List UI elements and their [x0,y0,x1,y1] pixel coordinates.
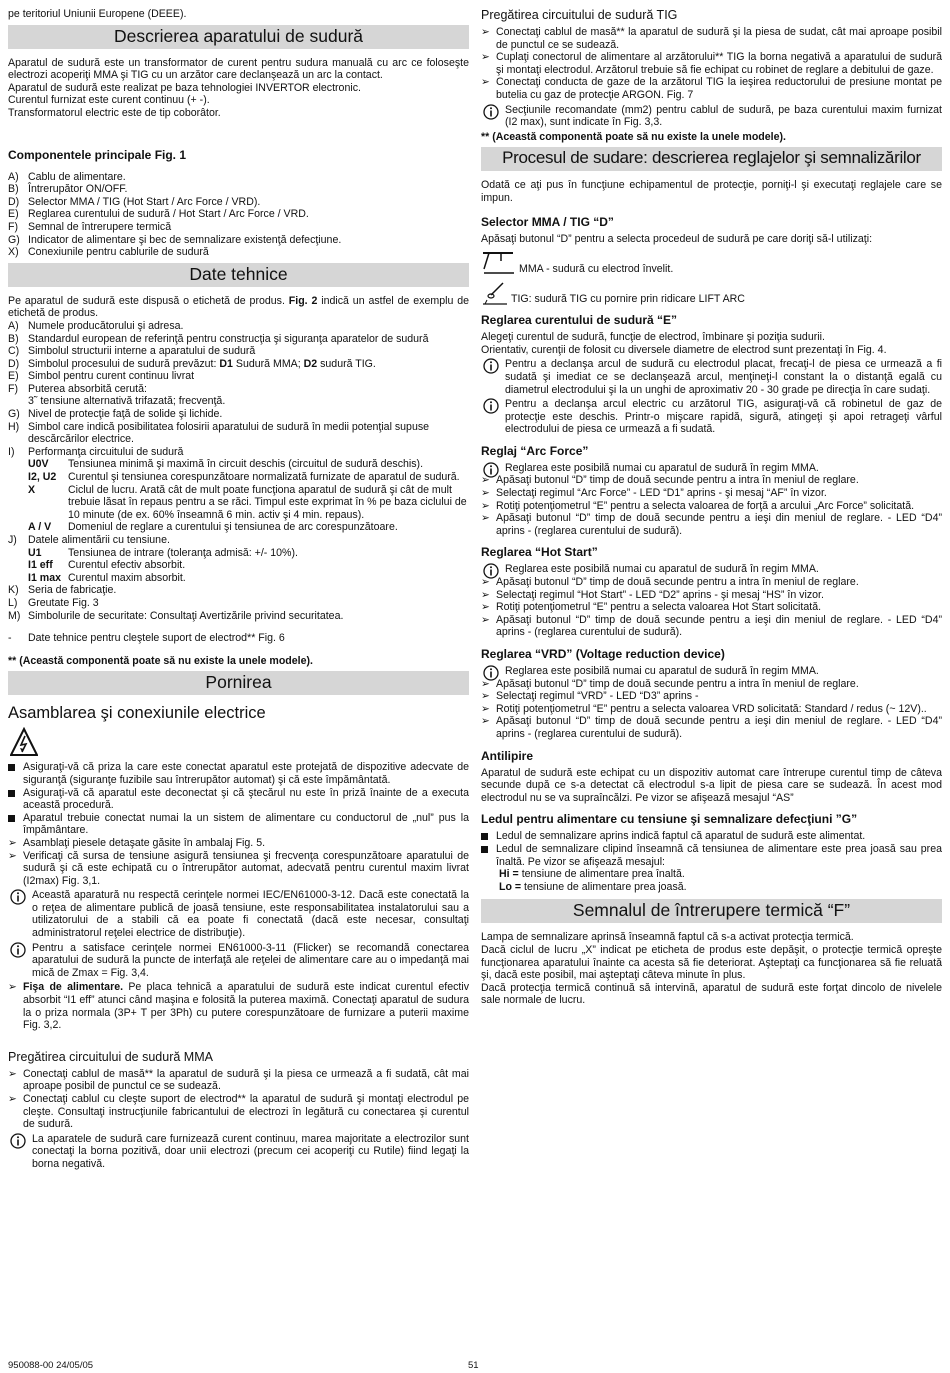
clamp-line: - Date tehnice pentru cleştele suport de electrod** Fig. 6 [8,632,285,645]
process-intro: Odată ce aţi pus în funcţiune echipamentul de protecţie, porniţi-l şi executaţi reglajele care se impun. [481,179,942,204]
tech-item: H) Simbol care indică posibilitatea folosirii aparatului de sudură în medii potenţial supuse descărcărilor electrice. [8,420,430,446]
section-banner-process: Procesul de sudare: descrierea reglajelor şi semnalizărilor [481,147,942,171]
info-note: Reglarea este posibilă numai cu aparatul de sudură în regim MMA. [481,665,942,678]
electrode-holder-icon [481,249,515,275]
list-item: ➢ Apăsaţi butonul “D” timp de două secunde pentru a ieşi din meniul de reglare. - LED “D4” aprins - (reglarea curentului de sudură). [481,715,942,740]
info-note: Pentru a declanşa arcul de sudură cu electrodul placat, frecaţi-l de piesa ce urmează a fi sudată şi imediat ce se declanşează arcul, menţineţi-l constant la o distanţă egală cu diametrul electrodului şi la un unghi de aproximativ 20 - 30 grade pe direcţia în care sudaţi. [481,358,942,396]
lo-line: Lo = tensiune de alimentare prea joasă. [499,880,687,893]
description-line: Curentul furnizat este curent continuu (+ -). [8,94,210,107]
hi-line: Hi = tensiune de alimentare prea înaltă. [499,868,685,881]
power-plate-item: ➢ Fişa de alimentare. Pe placa tehnică a aparatului de sudură este indicat curentul efectiv absorbit “I1 eff” atunci când maşina e folosită la puterea maximă. Conectaţi aparatul de sudura la o priza normala (3P+ T per 3Ph) cu putere corespunzătoare de furnizare a puterii maxime Fig. 3,2. [8,981,469,1032]
supply-row: I1 eff Curentul efectiv absorbit. [28,559,186,572]
component-item: B) Întrerupător ON/OFF. [8,183,128,196]
assembly-title: Asamblarea şi conexiunile electrice [8,704,266,723]
info-note: La aparatele de sudură care furnizează curent continuu, marea majoritate a electrozilor sunt conectaţi la borna pozitivă, doar unii electrozi (precum cei acoperiţi cu Rutile) fiind legaţi la borna negativă. [8,1133,469,1171]
antistick-text: Aparatul de sudură este echipat cu un dispozitiv automat care întrerupe curentul timp de câteva secunde după ce s-a detectat că electrodul s-a lipit de piesa care se sudează. În acest mod electrodul nu se va supraîncălzi. Pe vizor se afişează mesajul “AS” [481,766,942,804]
list-item: ➢ Conectaţi conducta de gaze de la arzătorul TIG la ieşirea reductorului de presiune montat pe butelia cu gaz de protecţie ARGON. Fig. 7 [481,76,942,101]
description-line: Aparatul de sudură este realizat pe baza tehnologiei INVERTOR electronic. [8,81,361,94]
tech-item: G) Nivel de protecţie faţă de solide şi lichide. [8,408,223,421]
info-note: Pentru a satisface cerinţele normei EN61000-3-11 (Flicker) se recomandă conectarea aparatului de sudură la puncte de interfaţă ale reţelei de alimentare care au o impedanţă mai mică de Zmax = Fig. 3,4. [8,942,469,980]
list-item: Ledul de semnalizare aprins indică faptul că aparatul de sudură este alimentat. [481,830,942,843]
optional-note: ** (Această componentă poate să nu existe la unele modele). [8,654,313,667]
list-item: ➢ Conectaţi cablul de masă** la aparatul de sudură şi la piesa ce urmează a fi sudată, cât mai aproape posibil de punctul ce se sudează. [8,1067,469,1093]
thermal-line: Dacă ciclul de lucru „X” indicat pe eticheta de produs este depăşit, o protecţie termică opreşte funcţionarea aparatului înainte ca acesta să fie deteriorat. Aşteptaţi ca funcţionarea să fie reluată şi, dacă este posibil, mai aşteptaţi câteva minute în plus. [481,943,942,982]
description-line: Transformatorul electric este de tip coborâtor. [8,106,221,119]
performance-row: U0V Tensiunea minimă şi maximă în circuit deschis (circuitul de sudură deschis). [28,458,424,471]
list-item: ➢ Selectaţi regimul “Hot Start” - LED “D2” aprins - şi mesaj “HS” în vizor. [481,588,824,601]
tig-mode-row: TIG: sudură TIG cu pornire prin ridicare LIFT ARC [481,281,942,305]
list-item: ➢ Apăsaţi butonul “D” timp de două secunde pentru a ieşi din meniul de reglare. - LED “D4” aprins - (reglarea curentului de sudură). [481,512,942,537]
list-item: Ledul de semnalizare clipind înseamnă că tensiunea de alimentare este prea joasă sau prea înaltă. Pe vizor se afişează mesajul: [481,843,942,868]
tech-item: E) Simbol pentru curent continuu livrat [8,370,195,383]
performance-row: X Ciclul de lucru. Arată cât de mult poate funcţiona aparatul de sudură şi cât de mult trebuie lăsat în repaus pentru a se răci. Timpul este exprimat în % pe baza ciclului de 10 minute (de ex. 60% înseamnă 6 min. activ şi 4 min. repaus). [28,483,467,521]
list-item: ➢ Apăsaţi butonul “D” timp de două secunde pentru a intra în meniul de reglare. [481,474,859,487]
warning-electric-icon [10,727,38,757]
component-item: G) Indicator de alimentare şi bec de semnalizare existenţă defecţiune. [8,233,342,246]
list-item: ➢ Apăsaţi butonul “D” timp de două secunde pentru a ieşi din meniul de reglare. - LED “D4” aprins - (reglarea curentului de sudură). [481,613,942,639]
info-note: Reglarea este posibilă numai cu aparatul de sudură în regim MMA. [481,563,942,576]
selector-title: Selector MMA / TIG “D” [481,214,614,229]
tig-title: Pregătirea circuitului de sudură TIG [481,8,678,22]
info-icon [483,398,499,414]
component-item: X) Conexiunile pentru cablurile de sudură [8,246,209,259]
performance-row: A / V Domeniul de reglare a curentului şi tensiunea de arc corespunzătoare. [28,521,398,534]
section-banner-thermal: Semnalul de întrerupere termică “F” [481,899,942,923]
list-item: Asiguraţi-vă că aparatul este deconectat şi că ştecărul nu este în priză înainte de a executa această procedură. [8,787,469,812]
list-item: Asiguraţi-vă că priza la care este conectat aparatul este protejată de dispozitive adecvate de siguranţă (siguranţe fuzibile sau întrerupător automat) şi că este împământată. [8,761,469,786]
mma-mode-row: MMA - sudură cu electrod învelit. [481,249,942,275]
components-list [8,171,469,259]
info-icon [483,358,499,374]
current-line: Orientativ, curenţii de folosit cu diversele diametre de electrod sunt prezentaţi în Fig. 4. [481,343,887,356]
component-item: F) Semnal de întrerupere termică [8,220,172,233]
intro-line: pe teritoriul Uniunii Europene (DEEE). [8,8,187,20]
tech-item: I) Performanţa circuitului de sudură [8,445,184,458]
antistick-title: Antilipire [481,748,534,763]
led-title: Ledul pentru alimentare cu tensiune şi semnalizare defecţiuni ”G” [481,812,858,827]
list-item: ➢ Conectaţi cablul de masă** la aparatul de sudură şi la piesa de sudat, cât mai aproape posibil de punctul ce se sudează. [481,26,942,51]
components-title: Componentele principale Fig. 1 [8,147,187,162]
selector-text: Apăsaţi butonul “D” pentru a selecta procedeul de sudură pe care doriţi să-l utilizaţi: [481,232,873,245]
vrd-title: Reglarea “VRD” (Voltage reduction device) [481,647,725,661]
list-item: ➢ Rotiţi potenţiometrul “E” pentru a selecta valoarea de forţă a arcului „Arc Force” solicitată. [481,499,915,512]
optional-note: ** (Această componentă poate să nu existe la unele modele). [481,130,786,143]
current-title: Reglarea curentului de sudură “E” [481,313,678,328]
list-item: ➢ Apăsaţi butonul “D” timp de două secunde pentru a intra în meniul de reglare. [481,576,859,589]
list-item: Aparatul trebuie conectat numai la un sistem de alimentare cu conductorul de „nul” pus la împământare. [8,812,469,837]
tech-item: A) Numele producătorului şi adresa. [8,319,184,332]
tech-item: L) Greutate Fig. 3 [8,596,99,609]
component-item: A) Cablu de alimentare. [8,170,126,183]
list-item: ➢ Selectaţi regimul “VRD” - LED “D3” aprins - [481,690,699,703]
thermal-line: Dacă protecţia termică continuă să intervină, aparatul de sudură este forţat dincolo de nivelele sale normale de lucru. [481,981,942,1007]
info-note: Această aparatură nu respectă cerinţele normei IEC/EN61000-3-12. Dacă este conectată la o reţea de alimentare publică de joasă tensiune, este responsabilitatea instalatorului sau a utilizatorului de a stabili că ea poate fi conectată (dacă este necesar, consultaţi administratorul reţelei electrice de distribuţie). [8,889,469,939]
section-banner-description: Descrierea aparatului de sudură [8,25,469,49]
description-paragraph: Aparatul de sudură este un transformator de curent pentru sudura manuală cu arc ce foloseşte electrozi acoperiţi MMA şi TIG cu un arzător care declanşează un arc la contact. [8,56,469,82]
right-column [481,8,942,1007]
section-banner-startup: Pornirea [8,671,469,695]
info-icon [10,942,26,958]
info-icon [10,889,26,905]
component-item: D) Selector MMA / TIG (Hot Start / Arc Force / VRD). [8,195,261,208]
list-item: ➢ Apăsaţi butonul “D” timp de două secunde pentru a intra în meniul de reglare. [481,677,859,690]
info-note: Reglarea este posibilă numai cu aparatul de sudură în regim MMA. [481,462,942,475]
info-note: Secţiunile recomandate (mm2) pentru cablul de sudură, pe baza curentului maxim furnizat (I2 max), sunt indicate în Fig. 3,3. [481,104,942,129]
tech-item: B) Standardul european de referinţă pentru construcţia şi siguranţa aparatelor de sudură [8,332,429,345]
list-item: ➢ Cuplaţi conectorul de alimentare al arzătorului** TIG la borna negativă a aparatului de sudură şi montaţi electrodul. Arzătorul trebuie să fie echipat cu robinet de reglare a debitului de gaze. [481,51,942,76]
hot-start-title: Reglarea “Hot Start” [481,545,598,560]
left-column [8,8,469,1173]
tech-sub-line: 3˜ tensiune alternativă trifazată; frecvenţă. [28,395,226,408]
performance-row: I2, U2 Curentul şi tensiunea corespunzătoare normalizată furnizate de aparatul de sudură. [28,471,460,484]
tech-item: C) Simbolul structurii interne a aparatului de sudură [8,345,256,358]
technical-intro: Pe aparatul de sudură este dispusă o etichetă de produs. Fig. 2 indică un astfel de exemplu de etichetă de produs. [8,294,469,320]
tech-item: D) Simbolul procesului de sudură prevăzut: D1 Sudură MMA; D2 sudură TIG. [8,357,376,370]
info-icon [483,104,499,120]
list-item: ➢ Rotiţi potenţiometrul “E” pentru a selecta valoarea Hot Start solicitată. [481,601,822,614]
thermal-line: Lampa de semnalizare aprinsă înseamnă faptul că s-a activat protecţia termică. [481,931,854,944]
section-banner-technical: Date tehnice [8,263,469,287]
component-item: E) Reglarea curentului de sudură / Hot Start / Arc Force / VRD. [8,208,309,221]
tech-item: M) Simbolurile de securitate: Consultaţi Avertizările privind securitatea. [8,609,344,622]
page-number: 51 [468,1360,479,1371]
info-icon [10,1133,26,1149]
mma-title: Pregătirea circuitului de sudură MMA [8,1049,213,1064]
info-note: Pentru a declanşa arcul electric cu arzătorul TIG, asiguraţi-vă că robinetul de gaz de protecţie este deschis. Printr-o mişcare rapidă, sigură, atingeţi şi apoi retrageţi vârful electrodului de piesa ce urmează a fi sudată. [481,398,942,436]
supply-row: U1 Tensiunea de intrare (toleranţa admisă: +/- 10%). [28,546,298,559]
footer-code: 950088-00 24/05/05 [8,1360,94,1371]
tech-item: K) Seria de fabricaţie. [8,584,117,597]
tech-item: J) Datele alimentării cu tensiune. [8,534,170,546]
list-item: ➢ Conectaţi cablul cu cleşte suport de electrod** la aparatul de sudură şi montaţi electrodul pe cleşte. Consultaţi instrucţiunile fabricantului de electrozi în legătură cu conectarea şi curentul de sudură. [8,1093,469,1131]
list-item: ➢ Asamblaţi piesele detaşate găsite în ambalaj Fig. 5. [8,836,266,849]
current-line: Alegeţi curentul de sudură, funcţie de electrod, îmbinare şi poziţia sudurii. [481,331,825,344]
arc-force-title: Reglaj “Arc Force” [481,443,589,458]
tech-item: F) Puterea absorbită cerută: [8,382,147,395]
list-item: ➢ Verificaţi că sursa de tensiune asigură tensiunea şi frecvenţa corespunzătoare aparatului de sudură şi că este echipată cu o întrerupător automat, adecvată pentru curentul maxim livrat (I2max) Fig. 3,1. [8,849,469,887]
assembly-list [8,761,469,887]
supply-row: I1 max Curentul maxim absorbit. [28,571,186,584]
list-item: ➢ Rotiţi potenţiometrul “E” pentru a selecta valoarea VRD solicitată: Standard / redus (~ 12V).. [481,702,927,715]
tig-torch-icon [481,281,509,305]
list-item: ➢ Selectaţi regimul “Arc Force” - LED “D1” aprins - şi mesaj “AF” în vizor. [481,487,827,500]
